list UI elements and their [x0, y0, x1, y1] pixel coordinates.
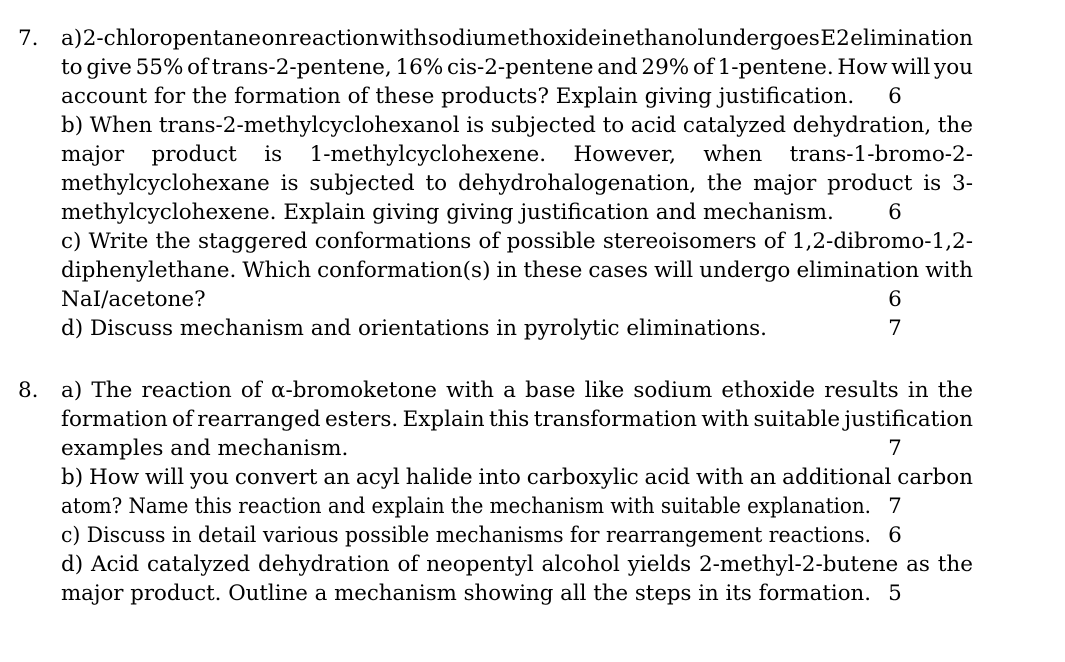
- marks: 7: [888, 494, 902, 519]
- question-line: [61, 579, 973, 608]
- question-number: 7.: [18, 26, 39, 51]
- line-text: c) Discuss in detail various possible mechanisms for rearrangement reactions.: [61, 523, 871, 548]
- question-line: [61, 434, 973, 463]
- marks: 6: [888, 523, 902, 548]
- line-text: examples and mechanism.: [61, 436, 349, 461]
- question-number: 8.: [18, 378, 39, 403]
- question-line: to give 55% of trans-2-pentene, 16% cis-2-pentene and 29% of 1-pentene. How will you: [61, 55, 973, 80]
- marks: 5: [888, 581, 902, 606]
- line-text: major product. Outline a mechanism showing all the steps in its formation.: [61, 581, 871, 606]
- question-line: [61, 82, 973, 111]
- marks: 6: [888, 287, 902, 312]
- question-line: diphenylethane. Which conformation(s) in these cases will undergo elimination with: [61, 258, 973, 283]
- question-line: major product is 1-methylcyclohexene. However, when trans-1-bromo-2-: [61, 142, 973, 167]
- question-line: [61, 285, 973, 314]
- marks: 7: [888, 436, 902, 461]
- question-line: d) Acid catalyzed dehydration of neopentyl alcohol yields 2-methyl-2-butene as the: [61, 552, 973, 577]
- question-line: formation of rearranged esters. Explain this transformation with suitable justification: [61, 407, 973, 432]
- question-line: [61, 492, 973, 521]
- question-line: [61, 198, 973, 227]
- question-line: methylcyclohexane is subjected to dehydrohalogenation, the major product is 3-: [61, 171, 973, 196]
- question-line: a) The reaction of α-bromoketone with a base like sodium ethoxide results in the: [61, 378, 973, 403]
- line-text: NaI/acetone?: [61, 287, 206, 312]
- question-line: b) How will you convert an acyl halide into carboxylic acid with an additional carbon: [61, 465, 973, 490]
- marks: 7: [888, 316, 902, 341]
- question-line: [61, 314, 973, 343]
- line-text: methylcyclohexene. Explain giving giving justification and mechanism.: [61, 200, 834, 225]
- marks: 6: [888, 84, 902, 109]
- marks: 6: [888, 200, 902, 225]
- question-line: c) Write the staggered conformations of possible stereoisomers of 1,2-dibromo-1,2-: [61, 229, 973, 254]
- line-text: d) Discuss mechanism and orientations in pyrolytic eliminations.: [61, 316, 767, 341]
- question-line: a) 2-chloropentane on reaction with sodium ethoxide in ethanol undergoes E2 elimination: [61, 26, 973, 51]
- line-text: atom? Name this reaction and explain the mechanism with suitable explanation.: [61, 494, 871, 519]
- question-line: [61, 521, 973, 550]
- question-line: b) When trans-2-methylcyclohexanol is subjected to acid catalyzed dehydration, the: [61, 113, 973, 138]
- line-text: account for the formation of these products? Explain giving justification.: [61, 84, 855, 109]
